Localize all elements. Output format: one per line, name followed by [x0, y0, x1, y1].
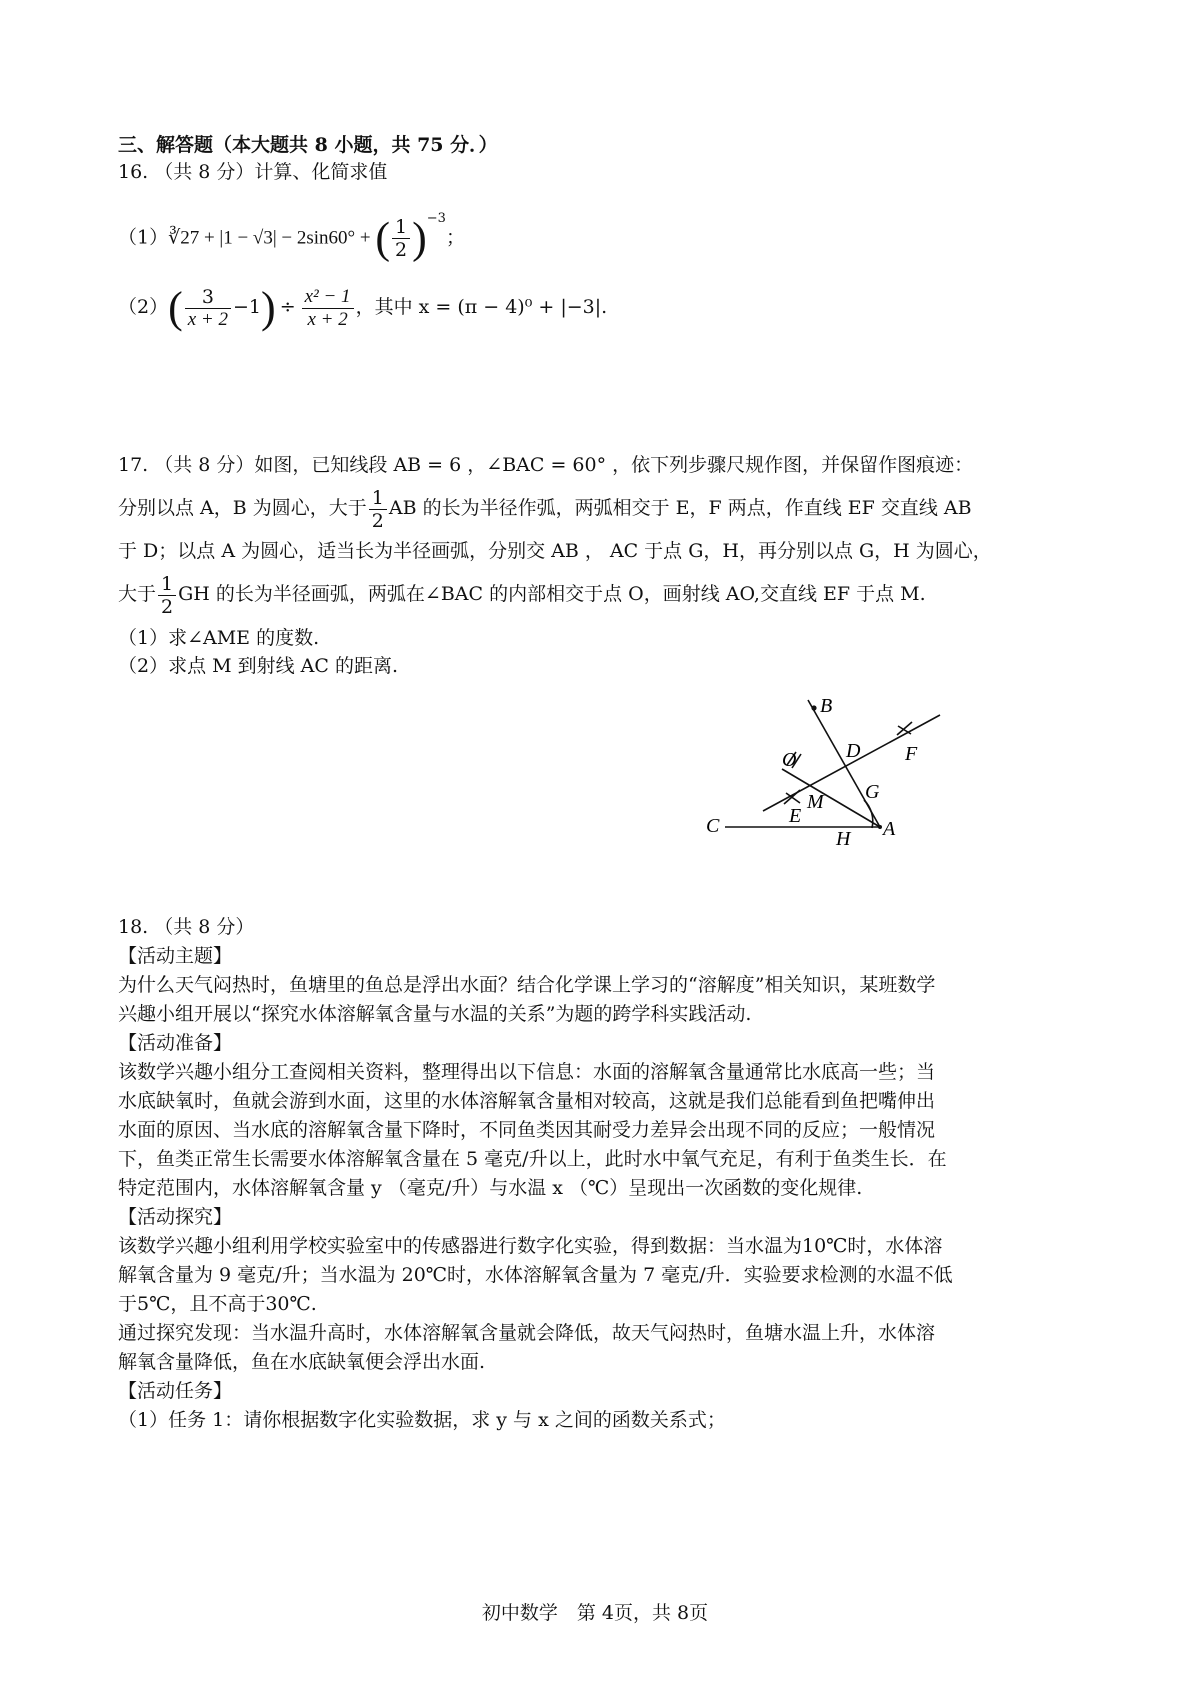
- q18-theme-line1: 为什么天气闷热时，鱼塘里的鱼总是浮出水面？结合化学课上学习的“溶解度”相关知识，某班数学: [118, 974, 936, 996]
- label-f: F: [905, 743, 918, 765]
- q18-explore-line2: 解氧含量为 9 毫克/升；当水温为 20℃时，水体溶解氧含量为 7 毫克/升．实验要求检测的水温不低: [118, 1264, 953, 1286]
- q18-prep-title: 【活动准备】: [118, 1032, 233, 1054]
- label-g: G: [865, 781, 880, 803]
- fraction-numerator: 1: [369, 487, 387, 510]
- q18-header: 18. （共 8 分）: [118, 916, 255, 938]
- point-b: [811, 705, 816, 710]
- fraction-denominator: x + 2: [187, 308, 229, 330]
- q16-header: 16. （共 8 分）计算、化简求值: [118, 161, 388, 183]
- q16-part2-tail: ，其中 x = (π − 4)⁰ + |−3|.: [355, 296, 608, 318]
- label-m: M: [807, 791, 824, 813]
- point-a: [878, 825, 882, 829]
- q16-part2-divide: ÷: [279, 296, 296, 318]
- q17-line4-end: GH 的长为半径画弧，两弧在∠BAC 的内部相交于点 O，画射线 AO,交直线 EF 于点 M.: [178, 583, 926, 605]
- label-a: A: [883, 818, 896, 840]
- fraction-denominator: 2: [395, 238, 408, 261]
- q17-sub1: （1）求∠AME 的度数.: [118, 627, 320, 649]
- q16-part1-label: （1）: [118, 226, 169, 249]
- label-b: B: [820, 695, 833, 717]
- q18-task-line1: （1）任务 1：请你根据数字化实验数据，求 y 与 x 之间的函数关系式；: [118, 1409, 726, 1431]
- q17-line4-start: 大于: [118, 583, 157, 605]
- q17-line2-start: 分别以点 A，B 为圆心，大于: [118, 497, 367, 519]
- paren-right: ): [261, 283, 276, 332]
- q17-sub2: （2）求点 M 到射线 AC 的距离.: [118, 655, 399, 677]
- label-d: D: [846, 740, 861, 762]
- label-h: H: [836, 828, 851, 850]
- label-c: C: [706, 815, 720, 837]
- fraction-denominator: 2: [371, 509, 384, 532]
- q17-line2-end: AB 的长为半径作弧，两弧相交于 E，F 两点，作直线 EF 交直线 AB: [388, 497, 972, 519]
- q18-prep-line1: 该数学兴趣小组分工查阅相关资料，整理得出以下信息：水面的溶解氧含量通常比水底高一些；当: [118, 1061, 936, 1083]
- paren-left: (: [168, 283, 183, 332]
- q18-find-line1: 通过探究发现：当水温升高时，水体溶解氧含量就会降低，故天气闷热时，鱼塘水温上升，水体溶: [118, 1322, 936, 1344]
- page-footer: 初中数学 第 4页，共 8页: [481, 1602, 709, 1624]
- q18-prep-line3: 水面的原因、当水底的溶解氧含量下降时，不同鱼类因其耐受力差异会出现不同的反应；一般情况: [118, 1119, 936, 1141]
- q16-part1-expression: ∛27 + |1 − √3| − 2sin60° +: [168, 227, 376, 249]
- q17-line3: 于 D；以点 A 为圆心，适当长为半径画弧，分别交 AB ， AC 于点 G，H，再分别以点 G，H 为圆心，: [118, 540, 992, 562]
- fraction-numerator: 1: [392, 216, 410, 239]
- q18-theme-line2: 兴趣小组开展以“探究水体溶解氧含量与水温的关系”为题的跨学科实践活动.: [118, 1003, 752, 1025]
- section-title: 三、解答题（本大题共 8 小题，共 75 分．）: [118, 134, 498, 156]
- label-o: O: [782, 749, 797, 771]
- q17-line1: 17. （共 8 分）如图，已知线段 AB = 6 ，∠BAC = 60° ，依下列步骤尺规作图，并保留作图痕迹：: [118, 454, 974, 476]
- q18-task-title: 【活动任务】: [118, 1380, 233, 1402]
- q18-find-line2: 解氧含量降低，鱼在水底缺氧便会浮出水面.: [118, 1351, 486, 1373]
- q16-part2-minus: −1: [233, 296, 262, 318]
- label-e: E: [789, 805, 802, 827]
- fraction-numerator: x² − 1: [302, 286, 354, 309]
- q16-part1-end: ；: [445, 226, 465, 249]
- q16-part2-label: （2）: [118, 296, 169, 318]
- arc-gh: [864, 800, 873, 828]
- q18-theme-title: 【活动主题】: [118, 945, 233, 967]
- q18-explore-line3: 于5℃，且不高于30℃.: [118, 1293, 317, 1315]
- q18-explore-line1: 该数学兴趣小组利用学校实验室中的传感器进行数字化实验，得到数据：当水温为10℃时，水体溶: [118, 1235, 943, 1257]
- q18-prep-line4: 下，鱼类正常生长需要水体溶解氧含量在 5 毫克/升以上，此时水中氧气充足，有利于鱼类生长．在: [118, 1148, 947, 1170]
- fraction-denominator: 2: [161, 595, 174, 618]
- q18-explore-title: 【活动探究】: [118, 1206, 233, 1228]
- fraction-numerator: 1: [158, 573, 176, 596]
- q18-prep-line5: 特定范围内，水体溶解氧含量 y （毫克/升）与水温 x （℃）呈现出一次函数的变化规律.: [118, 1177, 863, 1199]
- fraction-numerator: 3: [185, 286, 231, 309]
- paren-left: (: [375, 213, 391, 263]
- q16-part1-exponent: −3: [426, 211, 446, 226]
- q18-prep-line2: 水底缺氧时，鱼就会游到水面，这里的水体溶解氧含量相对较高，这就是我们总能看到鱼把嘴伸出: [118, 1090, 936, 1112]
- fraction-denominator: x + 2: [307, 308, 348, 330]
- paren-right: ): [412, 213, 427, 263]
